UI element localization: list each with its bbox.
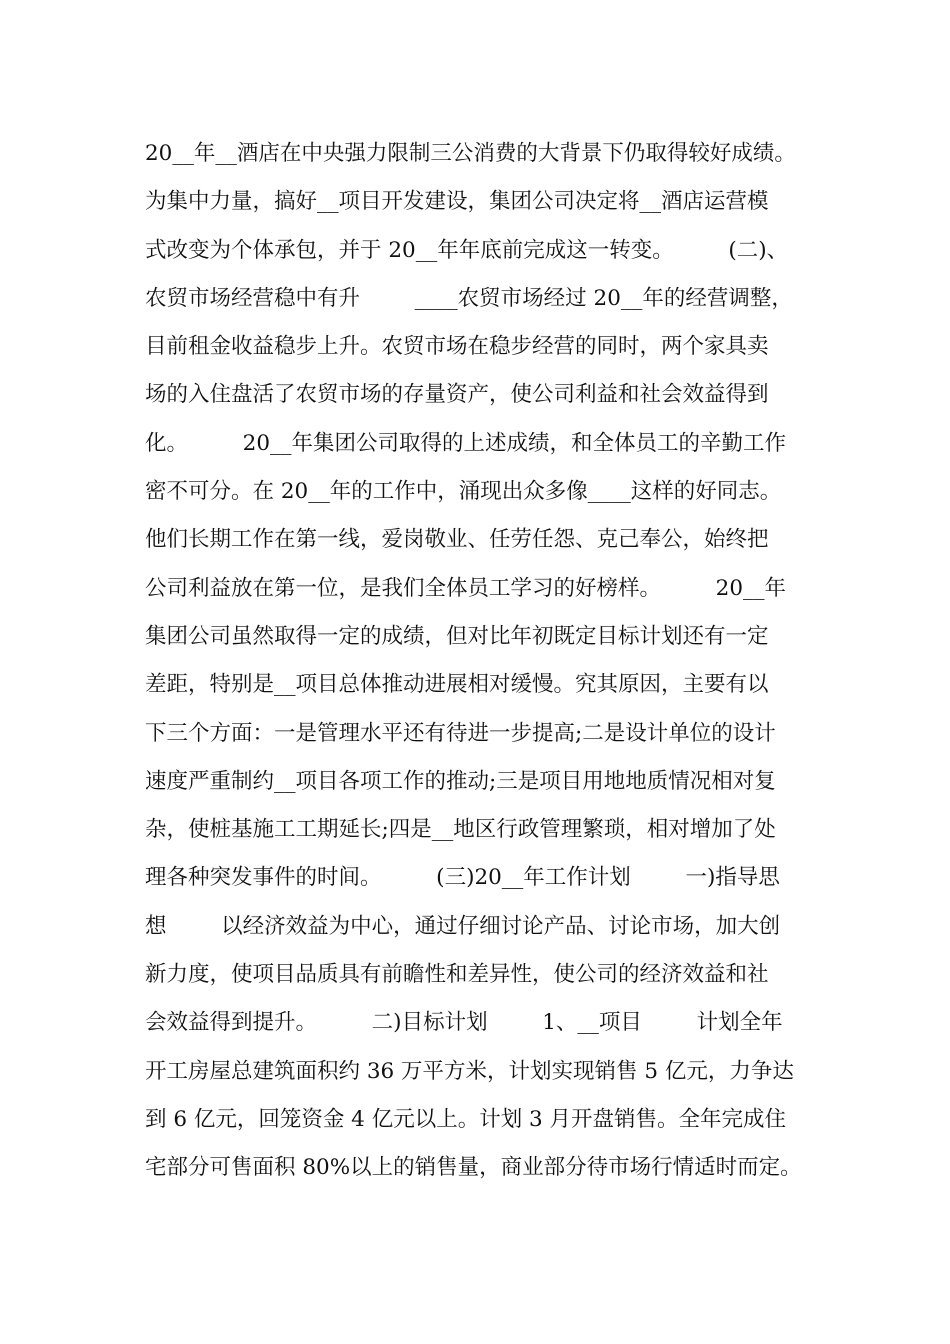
- body-text: [145, 130, 845, 1193]
- text-line: 他们长期工作在第一线，爱岗敬业、任劳任怨、克己奉公，始终把: [145, 527, 769, 553]
- text-line: 农贸市场经营稳中有升 ____农贸市场经过 20__年的经营调整，: [145, 285, 793, 311]
- text-line: 会效益得到提升。 二)目标计划 1、__项目 计划全年: [145, 1010, 783, 1036]
- text-line: 化。 20__年集团公司取得的上述成绩，和全体员工的辛勤工作: [145, 430, 787, 456]
- text-line: 差距，特别是__项目总体推动进展相对缓慢。究其原因，主要有以: [145, 672, 769, 698]
- text-line: 式改变为个体承包，并于 20__年年底前完成这一转变。 (二)、: [145, 237, 789, 263]
- text-line: 速度严重制约__项目各项工作的推动;三是项目用地地质情况相对复: [145, 768, 776, 794]
- text-line: 开工房屋总建筑面积约 36 万平方米，计划实现销售 5 亿元，力争达: [145, 1058, 794, 1084]
- text-line: 到 6 亿元，回笼资金 4 亿元以上。计划 3 月开盘销售。全年完成住: [145, 1106, 787, 1132]
- text-line: 理各种突发事件的时间。 (三)20__年工作计划 一)指导思: [145, 865, 780, 891]
- text-line: 密不可分。在 20__年的工作中，涌现出众多像____这样的好同志。: [145, 479, 782, 505]
- text-line: 公司利益放在第一位，是我们全体员工学习的好榜样。 20__年: [145, 575, 787, 601]
- text-line: 为集中力量，搞好__项目开发建设，集团公司决定将__酒店运营模: [145, 189, 769, 215]
- text-line: 宅部分可售面积 80%以上的销售量，商业部分待市场行情适时而定。: [145, 1155, 802, 1181]
- text-line: 目前租金收益稳步上升。农贸市场在稳步经营的同时，两个家具卖: [145, 334, 769, 360]
- text-line: 20__年__酒店在中央强力限制三公消费的大背景下仍取得较好成绩。: [145, 141, 796, 166]
- text-line: 杂，使桩基施工工期延长;四是__地区行政管理繁琐，相对增加了处: [145, 817, 776, 843]
- text-line: 新力度，使项目品质具有前瞻性和差异性，使公司的经济效益和社: [145, 962, 769, 988]
- text-line: 集团公司虽然取得一定的成绩，但对比年初既定目标计划还有一定: [145, 623, 769, 649]
- text-line: 想 以经济效益为中心，通过仔细讨论产品、讨论市场，加大创: [145, 913, 781, 939]
- text-line: 下三个方面：一是管理水平还有待进一步提高;二是设计单位的设计: [145, 720, 776, 746]
- text-line: 场的入住盘活了农贸市场的存量资产，使公司利益和社会效益得到: [145, 382, 769, 408]
